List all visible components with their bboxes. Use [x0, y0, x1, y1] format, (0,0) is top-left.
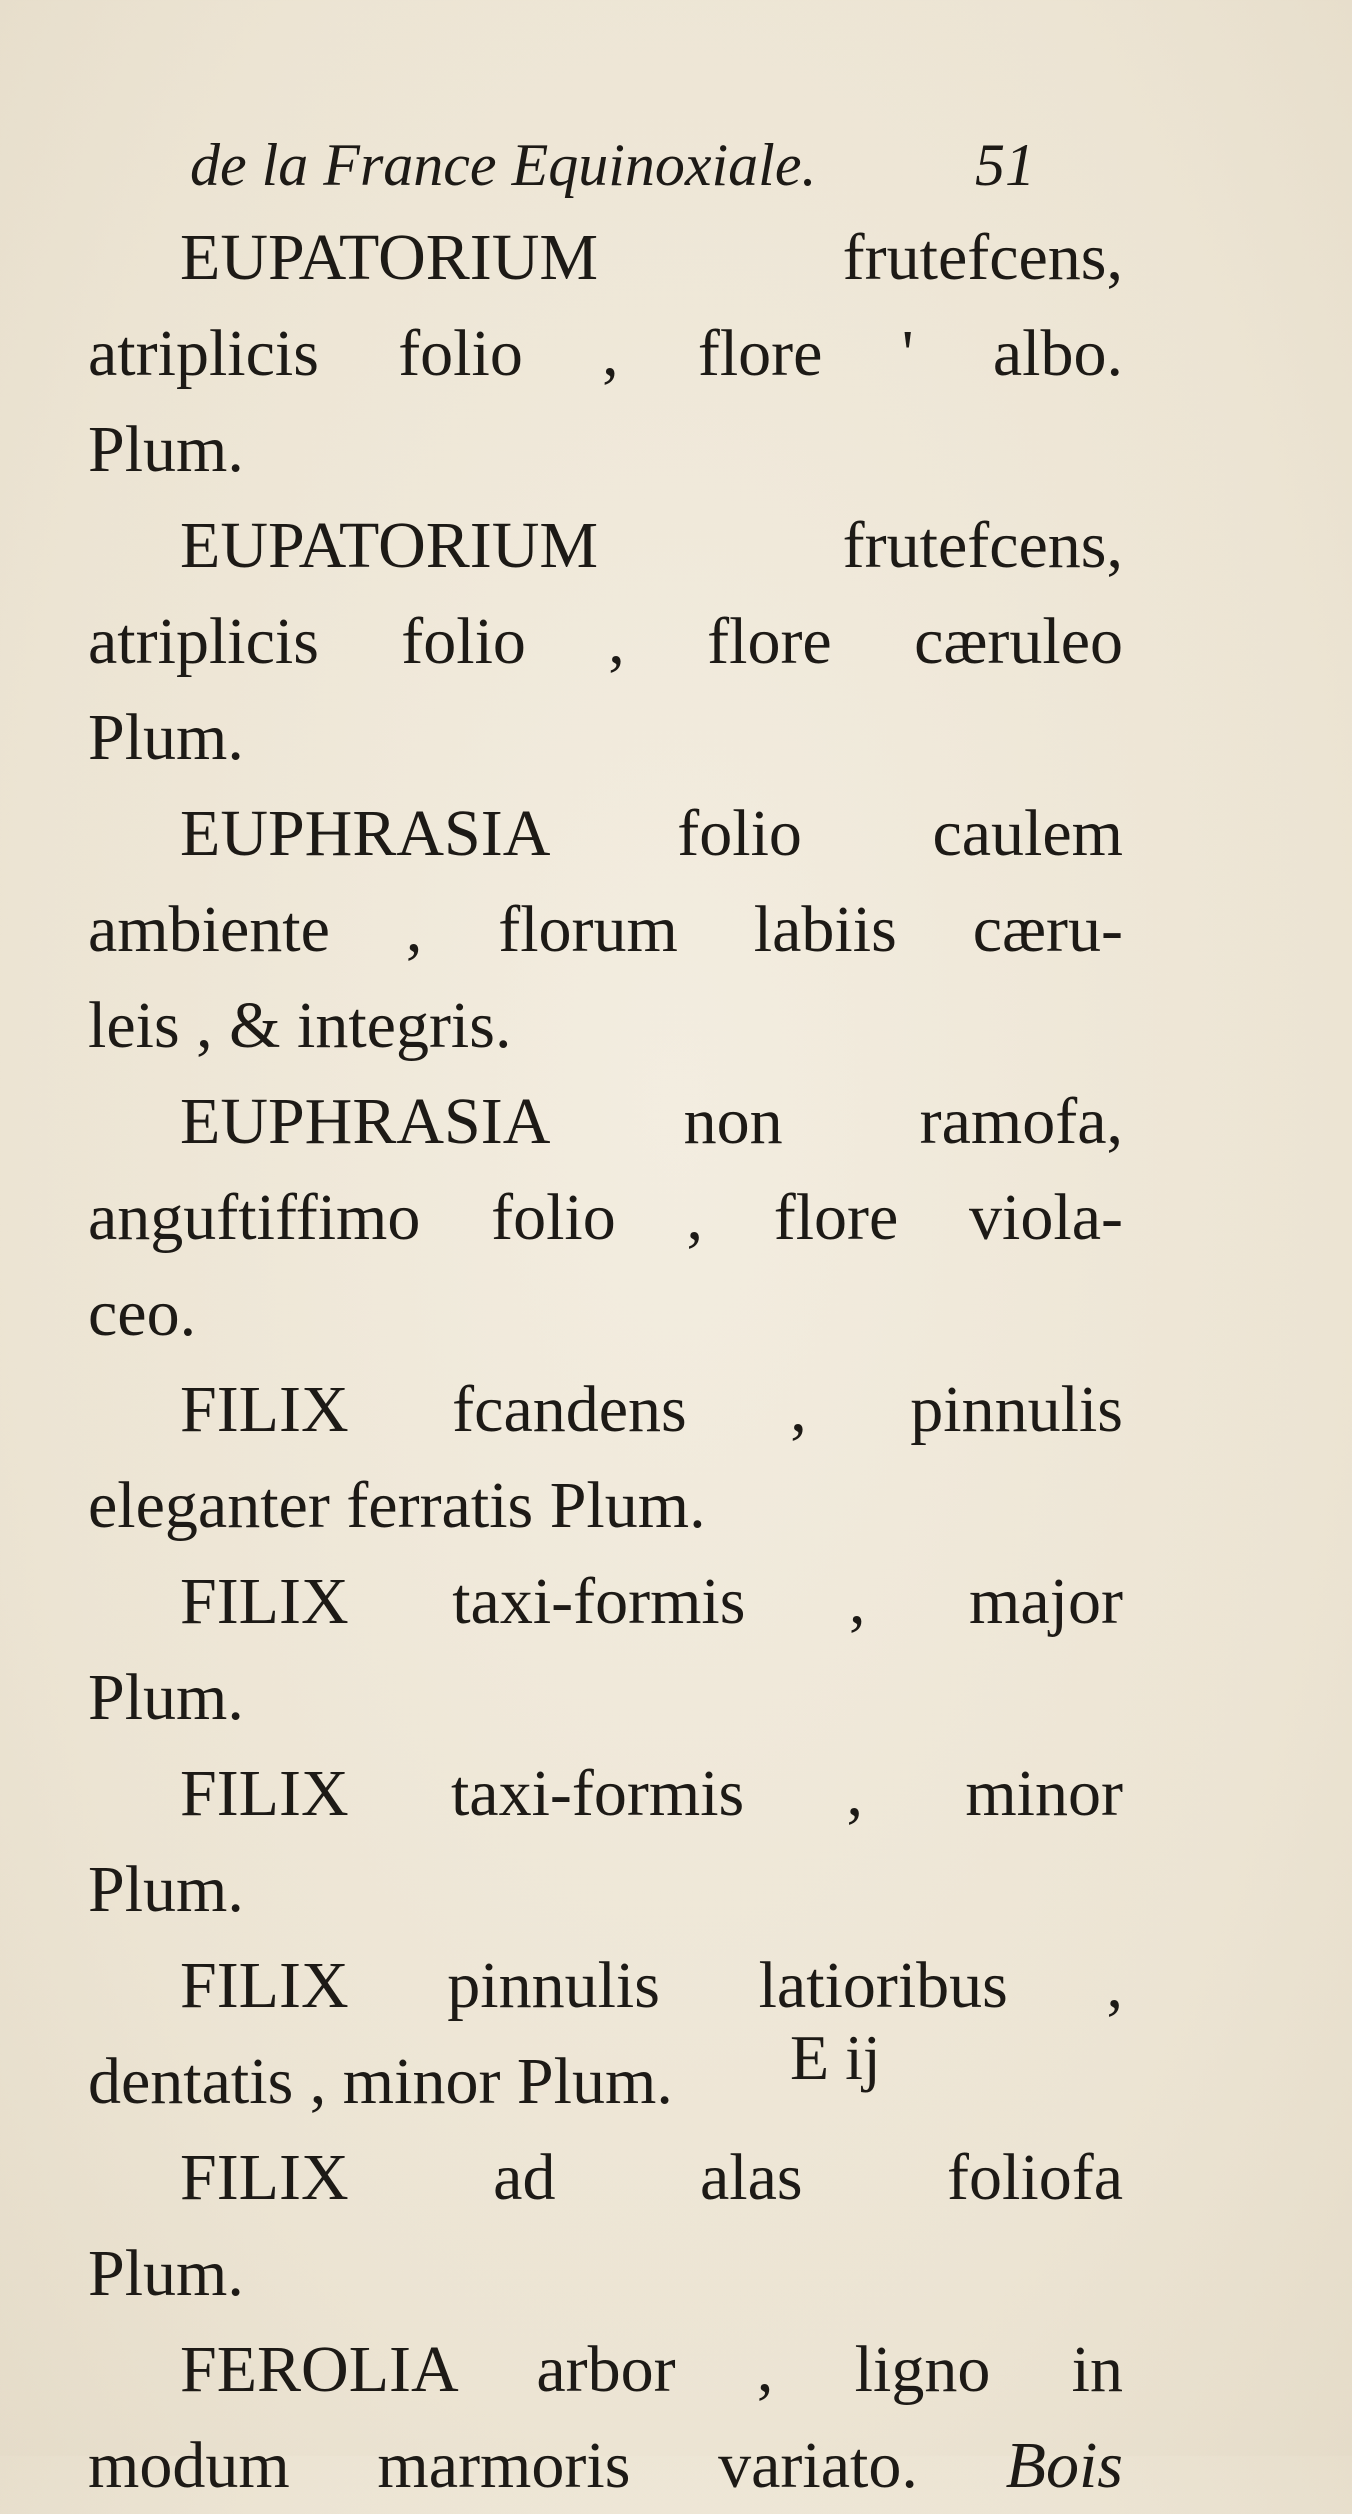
entry-line: FILIX ad alas foliofa: [180, 2141, 1123, 2214]
running-title: de la France Equinoxiale.: [190, 132, 817, 198]
entry-line: FILIX taxi-formis , major: [180, 1565, 1123, 1638]
page-number: 51: [975, 132, 1035, 198]
entry-line: FILIX taxi-formis , minor: [180, 1757, 1123, 1830]
entry-line: ambiente , florum labiis cæru-: [88, 893, 1123, 966]
entry-line: dentatis , minor Plum.: [88, 2045, 673, 2118]
entry-line: FILIX pinnulis latioribus ,: [180, 1949, 1123, 2022]
entry-line: anguftiffimo folio , flore viola-: [88, 1181, 1123, 1254]
entry-line: FEROLIA arbor , ligno in: [180, 2333, 1123, 2406]
entry-line: Plum.: [88, 701, 244, 774]
entry-line: EUPATORIUM frutefcens,: [180, 509, 1123, 582]
entry-line: leis , & integris.: [88, 989, 512, 1062]
entry-line: atriplicis folio , flore cæruleo: [88, 605, 1123, 678]
body-text: [88, 210, 1123, 2514]
entry-line: eleganter ferratis Plum.: [88, 1469, 706, 1542]
entry-line: modum marmoris variato. Bois: [88, 2429, 1123, 2502]
entry-line: atriplicis folio , flore ' albo.: [88, 317, 1123, 390]
book-page: de la France Equinoxiale. 51 EUPATORIUM frutefcens, atriplicis folio , flore ' albo. Plum. EUPATORIUM frutefcens, atriplicis folio , flore cæruleo Plum. EUPHRASIA folio caulem ambiente , florum labiis cæru- leis , & integris. EUPHRASIA non ramofa, anguftiffimo folio , flore viola- ceo. FILIX fcandens , pinnulis eleganter ferratis Plum. FILIX taxi-formis , major Plum. FILIX taxi-formis , minor Plum. FILIX pinnulis latioribus , dentatis , minor Plum. FILIX ad alas foliofa Plum. FEROLIA arbor , ligno in modum marmoris variato. Bois E ij: [0, 0, 1352, 2456]
entry-line: Plum.: [88, 1853, 244, 1926]
entry-line: EUPHRASIA folio caulem: [180, 797, 1123, 870]
entry-line: Plum.: [88, 1661, 244, 1734]
entry-line: FILIX fcandens , pinnulis: [180, 1373, 1123, 1446]
entry-line: Plum.: [88, 2237, 244, 2310]
entry-line: EUPHRASIA non ramofa,: [180, 1085, 1123, 1158]
catchword: Bois: [1005, 2429, 1123, 2502]
entry-line: ceo.: [88, 1277, 197, 1350]
running-header: [190, 120, 1190, 210]
entry-line: Plum.: [88, 413, 244, 486]
entry-line: EUPATORIUM frutefcens,: [180, 221, 1123, 294]
